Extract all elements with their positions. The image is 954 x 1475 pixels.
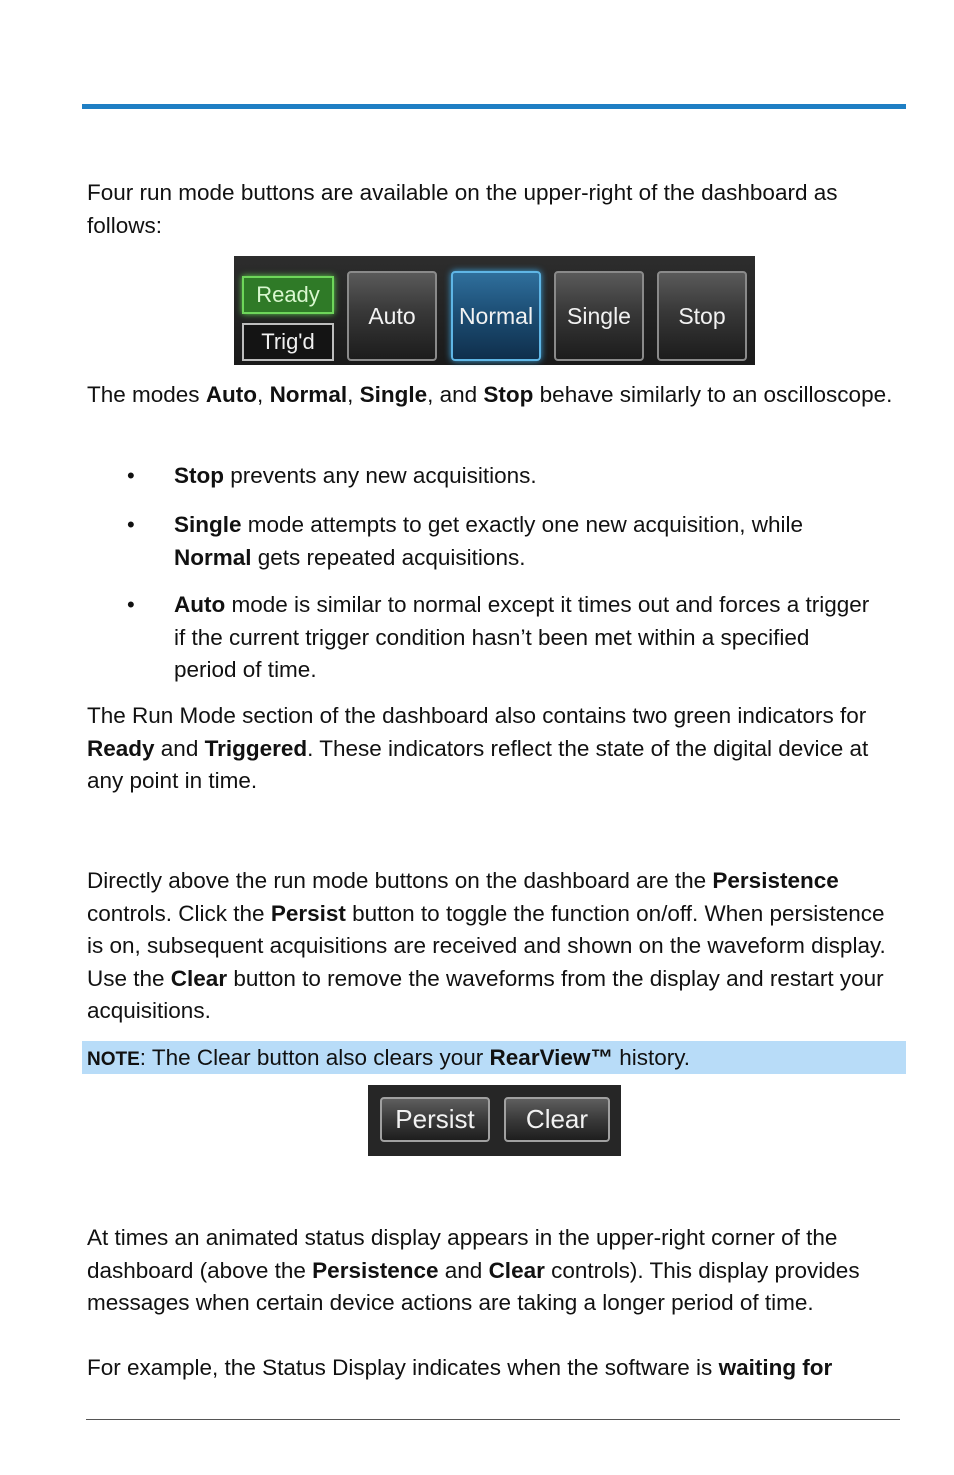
note-callout: NOTE: The Clear button also clears your RearView™ history. — [87, 1045, 691, 1070]
intro-paragraph: Four run mode buttons are available on the upper-right of the dashboard as follows: — [87, 180, 838, 238]
indicators-paragraph: The Run Mode section of the dashboard also contains two green indicators for Ready and Triggered. These indicators reflect the state of the digital device at any point in time. — [87, 703, 869, 793]
persistence-paragraph: Directly above the run mode buttons on the dashboard are the Persistence controls. Click the Persist button to toggle the function on/off. When persistence is on, subsequent acquisitions are received and shown on the waveform display. Use the Clear button to remove the waveforms from the display and restart your acquisitions. — [87, 868, 886, 1023]
auto-button[interactable]: Auto — [347, 271, 437, 361]
bullet-marker: • — [127, 592, 135, 617]
bullet-stop: Stop prevents any new acquisitions. — [174, 463, 537, 488]
header-rule — [82, 104, 906, 109]
clear-button[interactable]: Clear — [504, 1097, 610, 1142]
bullet-marker: • — [127, 463, 135, 488]
bullet-auto: Auto mode is similar to normal except it times out and forces a trigger if the current trigger condition hasn’t been met within a specified period of time. — [174, 592, 870, 682]
bullet-single: Single mode attempts to get exactly one new acquisition, while Normal gets repeated acquisitions. — [174, 512, 804, 570]
persistence-panel — [368, 1085, 621, 1156]
triggered-indicator: Trig'd — [242, 323, 334, 361]
normal-button[interactable]: Normal — [451, 271, 541, 361]
modes-paragraph: The modes Auto, Normal, Single, and Stop behave similarly to an oscilloscope. — [87, 382, 893, 407]
example-paragraph: For example, the Status Display indicates when the software is waiting for — [87, 1355, 833, 1380]
run-mode-panel — [234, 256, 755, 365]
bullet-marker: • — [127, 512, 135, 537]
ready-indicator: Ready — [242, 276, 334, 314]
single-button[interactable]: Single — [554, 271, 644, 361]
footer-rule — [86, 1419, 900, 1420]
persist-button[interactable]: Persist — [380, 1097, 490, 1142]
status-paragraph: At times an animated status display appears in the upper-right corner of the dashboard (above the Persistence and Clear controls). This display provides messages when certain device actions are taking a longer period of time. — [87, 1225, 860, 1315]
stop-button[interactable]: Stop — [657, 271, 747, 361]
